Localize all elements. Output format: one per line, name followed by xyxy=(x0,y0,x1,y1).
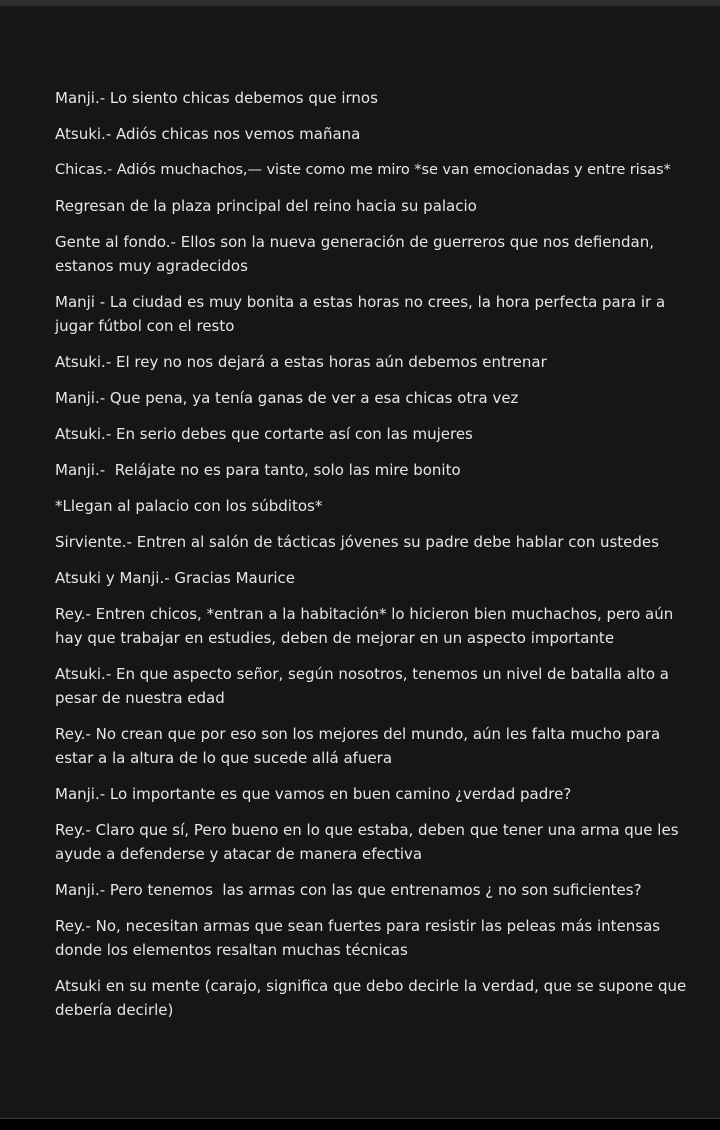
paragraph: *Llegan al palacio con los súbditos* xyxy=(55,497,323,515)
paragraph: Manji.- Lo importante es que vamos en buen camino ¿verdad padre? xyxy=(55,785,572,803)
paragraph: Manji - La ciudad es muy bonita a estas horas no crees, la hora perfecta para ir a jugar fútbol con el resto xyxy=(55,293,670,335)
paragraph: Atsuki.- El rey no nos dejará a estas horas aún debemos entrenar xyxy=(55,353,547,371)
paragraph: Manji.- Relájate no es para tanto, solo las mire bonito xyxy=(55,461,461,479)
paragraph: Atsuki.- En serio debes que cortarte así con las mujeres xyxy=(55,425,473,443)
paragraph: Regresan de la plaza principal del reino hacia su palacio xyxy=(55,197,477,215)
document-body xyxy=(55,86,695,1034)
bottom-bar xyxy=(0,1118,720,1130)
paragraph: Manji.- Que pena, ya tenía ganas de ver a esa chicas otra vez xyxy=(55,389,519,407)
paragraph: Manji.- Pero tenemos las armas con las que entrenamos ¿ no son suficientes? xyxy=(55,881,642,899)
paragraph: Atsuki.- En que aspecto señor, según nosotros, tenemos un nivel de batalla alto a pesar de nuestra edad xyxy=(55,665,674,707)
paragraph: Rey.- No, necesitan armas que sean fuertes para resistir las peleas más intensas donde los elementos resaltan muchas técnicas xyxy=(55,917,665,959)
paragraph: Gente al fondo.- Ellos son la nueva generación de guerreros que nos defiendan, estanos muy agradecidos xyxy=(55,233,659,275)
paragraph: Rey.- No crean que por eso son los mejores del mundo, aún les falta mucho para estar a la altura de lo que sucede allá afuera xyxy=(55,725,665,767)
paragraph: Sirviente.- Entren al salón de tácticas jóvenes su padre debe hablar con ustedes xyxy=(55,533,659,551)
paragraph: Atsuki y Manji.- Gracias Maurice xyxy=(55,569,296,587)
paragraph: Manji.- Lo siento chicas debemos que irnos xyxy=(55,89,378,107)
paragraph: Atsuki en su mente (carajo, significa que debo decirle la verdad, que se supone que debería decirle) xyxy=(55,977,692,1019)
paragraph: Rey.- Claro que sí, Pero bueno en lo que estaba, deben que tener una arma que les ayude a defenderse y atacar de manera efectiva xyxy=(55,821,684,863)
paragraph: Rey.- Entren chicos, *entran a la habitación* lo hicieron bien muchachos, pero aún hay que trabajar en estudies, deben de mejorar en un aspecto importante xyxy=(55,605,679,647)
paragraph: Chicas.- Adiós muchachos,— viste como me miro *se van emocionadas y entre risas* xyxy=(55,161,671,178)
paragraph: Atsuki.- Adiós chicas nos vemos mañana xyxy=(55,125,361,143)
